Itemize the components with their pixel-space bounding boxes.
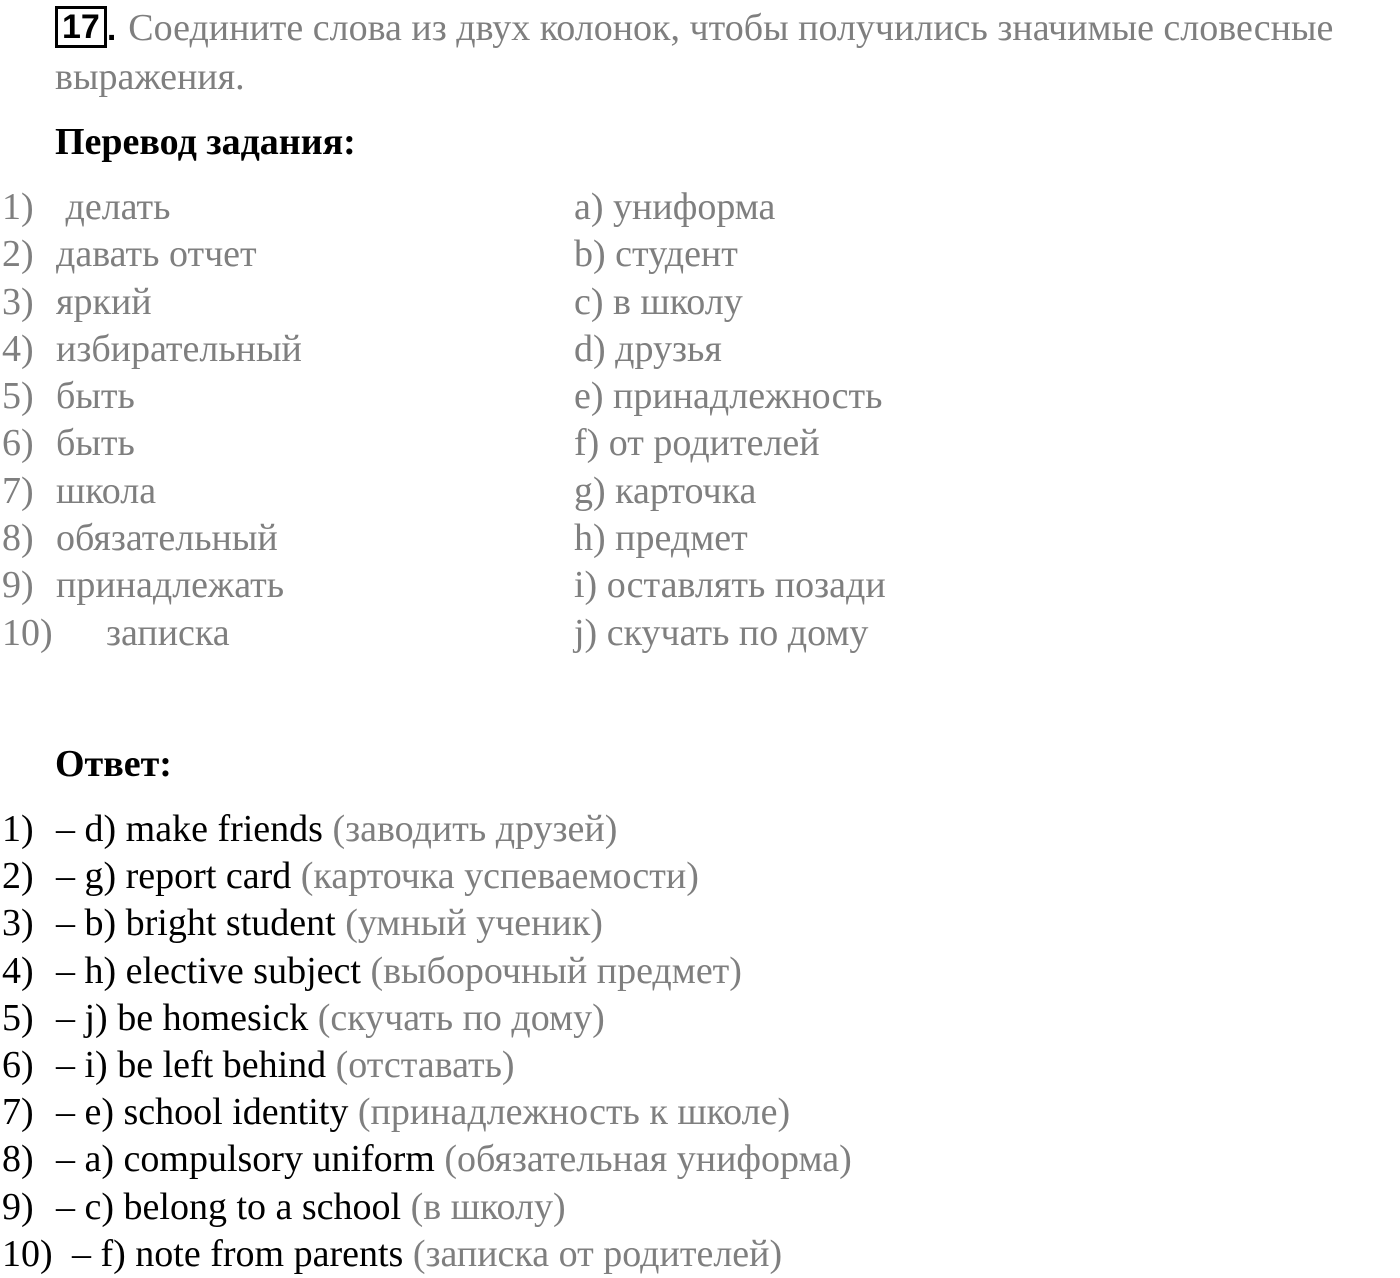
answer-number: 5) <box>2 996 34 1039</box>
left-item-number: 5) <box>2 375 34 418</box>
left-item <box>2 326 302 373</box>
right-item: g) карточка <box>574 469 757 512</box>
translation-title: Перевод задания: <box>55 121 356 163</box>
left-item-text: быть <box>56 375 135 418</box>
right-item: h) предмет <box>574 517 748 560</box>
right-item: f) от родителей <box>574 422 820 465</box>
answer-number: 9) <box>2 1185 34 1228</box>
left-item-text: яркий <box>56 280 152 323</box>
answer-item <box>2 1136 852 1183</box>
answer-item <box>2 1184 852 1231</box>
answer-translation: (отставать) <box>335 1043 515 1086</box>
right-item: b) студент <box>574 233 738 276</box>
left-item-number: 4) <box>2 327 34 370</box>
left-item-text: избирательный <box>56 327 302 370</box>
answer-number: 8) <box>2 1138 34 1181</box>
answer-number: 10) <box>2 1232 53 1275</box>
answer-item <box>2 1042 852 1089</box>
right-item: d) друзья <box>574 327 722 370</box>
answer-item <box>2 948 852 995</box>
left-item-number: 8) <box>2 517 34 560</box>
left-item-text: давать отчет <box>56 233 257 276</box>
right-item: c) в школу <box>574 280 743 323</box>
right-item: i) оставлять позади <box>574 564 886 607</box>
answer-item <box>2 853 852 900</box>
left-item <box>2 184 302 231</box>
answer-phrase: – d) make friends <box>56 808 323 850</box>
left-item <box>2 231 302 278</box>
answer-translation: (карточка успеваемости) <box>300 855 699 898</box>
answer-title: Ответ: <box>55 743 172 785</box>
answer-phrase: – f) note from parents <box>72 1232 404 1275</box>
left-column <box>2 184 302 657</box>
left-item-text: принадлежать <box>56 564 285 607</box>
left-item-number: 7) <box>2 469 34 512</box>
right-column <box>574 184 886 657</box>
left-item <box>2 279 302 326</box>
answer-translation: (обязательная униформа) <box>444 1138 852 1181</box>
answer-number: 3) <box>2 902 34 945</box>
answer-phrase: – e) school identity <box>56 1091 349 1134</box>
left-item <box>2 515 302 562</box>
answer-phrase: – h) elective subject <box>56 949 361 992</box>
answer-phrase: – g) report card <box>56 855 292 898</box>
left-item-number: 10) <box>2 611 53 654</box>
left-item-number: 1) <box>2 186 34 228</box>
answer-phrase: – i) be left behind <box>56 1043 327 1086</box>
task-number-dot: . <box>106 10 117 48</box>
left-item-number: 2) <box>2 233 34 276</box>
answer-list <box>2 806 852 1278</box>
answer-translation: (принадлежность к школе) <box>357 1091 791 1134</box>
answer-translation: (заводить друзей) <box>332 808 618 850</box>
answer-item <box>2 995 852 1042</box>
answer-number: 2) <box>2 855 34 898</box>
answer-translation: (выборочный предмет) <box>370 949 742 992</box>
answer-number: 4) <box>2 949 34 992</box>
left-item-text: быть <box>56 422 135 465</box>
left-item-text: школа <box>56 469 157 512</box>
answer-number: 6) <box>2 1043 34 1086</box>
answer-translation: (в школу) <box>410 1185 566 1228</box>
left-item-number: 6) <box>2 422 34 465</box>
right-item: a) униформа <box>574 186 776 228</box>
left-item-text: записка <box>106 611 230 654</box>
task-instruction: Соедините слова из двух колонок, чтобы получились значимые словесные выражения. <box>55 7 1334 98</box>
answer-item <box>2 806 852 853</box>
left-item <box>2 610 302 657</box>
right-item: j) скучать по дому <box>574 611 869 654</box>
left-item-text: делать <box>56 186 171 228</box>
left-item <box>2 562 302 609</box>
answer-item <box>2 1089 852 1136</box>
left-item-number: 3) <box>2 280 34 323</box>
answer-translation: (записка от родителей) <box>412 1232 783 1275</box>
left-item-text: обязательный <box>56 517 278 560</box>
left-item <box>2 468 302 515</box>
answer-item <box>2 900 852 947</box>
left-item-number: 9) <box>2 564 34 607</box>
right-item: e) принадлежность <box>574 375 883 418</box>
answer-translation: (умный ученик) <box>345 902 603 945</box>
task-header <box>55 4 1395 101</box>
answer-phrase: – b) bright student <box>56 902 336 945</box>
answer-number: 7) <box>2 1091 34 1134</box>
left-item <box>2 420 302 467</box>
left-item <box>2 373 302 420</box>
answer-phrase: – j) be homesick <box>56 996 309 1039</box>
answer-translation: (скучать по дому) <box>317 996 605 1039</box>
answer-number: 1) <box>2 808 34 850</box>
task-number: 17 <box>55 6 107 48</box>
answer-phrase: – c) belong to a school <box>56 1185 402 1228</box>
answer-phrase: – a) compulsory uniform <box>56 1138 435 1181</box>
answer-item <box>2 1231 852 1278</box>
